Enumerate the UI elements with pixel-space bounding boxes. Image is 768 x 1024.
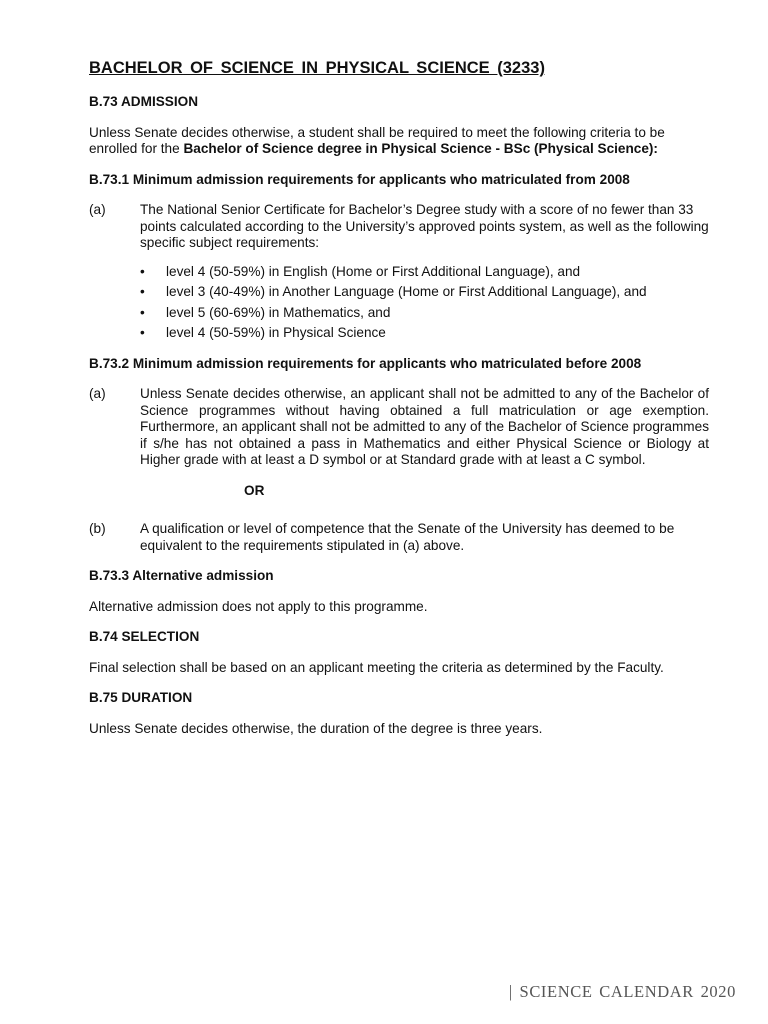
page-title: BACHELOR OF SCIENCE IN PHYSICAL SCIENCE (3233) xyxy=(89,59,545,77)
admission-intro xyxy=(89,125,709,158)
degree-name: Bachelor of Science degree in Physical Science - BSc (Physical Science): xyxy=(183,141,658,156)
list-item-text: level 4 (50-59%) in Physical Science xyxy=(166,325,386,340)
bullet-icon: • xyxy=(140,263,145,279)
section-heading-b731: B.73.1 Minimum admission requirements for applicants who matriculated from 2008 xyxy=(89,171,630,187)
or-separator: OR xyxy=(244,482,265,498)
selection-text: Final selection shall be based on an applicant meeting the criteria as determined by the Faculty. xyxy=(89,659,664,675)
item-text: Unless Senate decides otherwise, an applicant shall not be admitted to any of the Bachelor of Science programmes without having obtained a full matriculation or age exemption. Furthermore, an applicant shall not be admitted to any of the Bachelor of Science programmes if s/he has not obtained a pass in Mathematics and either Physical Science or Biology at Higher grade with at least a D symbol or at Standard grade with at least a C symbol. xyxy=(140,386,709,467)
page-footer: | SCIENCE CALENDAR 2020 xyxy=(508,982,736,1001)
item-label: (b) xyxy=(89,521,106,536)
list-item xyxy=(140,284,709,301)
b732-item-b xyxy=(89,521,709,554)
item-label: (a) xyxy=(89,386,106,401)
item-text: The National Senior Certificate for Bachelor’s Degree study with a score of no fewer than 33 points calculated according to the University’s approved points system, as well as the following specific subject requirements: xyxy=(140,202,709,250)
section-heading-b732: B.73.2 Minimum admission requirements for applicants who matriculated before 2008 xyxy=(89,355,642,371)
list-item xyxy=(140,305,709,322)
item-text: A qualification or level of competence that the Senate of the University has deemed to be equivalent to the requirements stipulated in (a) above. xyxy=(140,521,675,553)
section-heading-duration: B.75 DURATION xyxy=(89,690,193,705)
subject-requirements-list xyxy=(140,264,709,342)
section-heading-admission: B.73 ADMISSION xyxy=(89,94,199,109)
section-heading-selection: B.74 SELECTION xyxy=(89,629,200,644)
bullet-icon: • xyxy=(140,325,145,340)
b732-item-a xyxy=(89,386,709,469)
list-item-text: level 3 (40-49%) in Another Language (Home or First Additional Language), and xyxy=(166,284,647,299)
alternative-admission-text: Alternative admission does not apply to this programme. xyxy=(89,598,428,614)
duration-text: Unless Senate decides otherwise, the duration of the degree is three years. xyxy=(89,720,543,736)
item-label: (a) xyxy=(89,202,106,217)
list-item xyxy=(140,325,709,342)
admission-intro-text: Unless Senate decides otherwise, a student shall be required to meet the following criteria to be enrolled for the xyxy=(89,124,665,156)
list-item-text: level 4 (50-59%) in English (Home or First Additional Language), and xyxy=(166,263,581,279)
document-page xyxy=(89,58,709,751)
b731-item-a xyxy=(89,202,709,252)
bullet-icon: • xyxy=(140,304,145,320)
section-heading-b733: B.73.3 Alternative admission xyxy=(89,568,274,583)
list-item xyxy=(140,264,709,281)
list-item-text: level 5 (60-69%) in Mathematics, and xyxy=(166,304,391,320)
bullet-icon: • xyxy=(140,284,145,299)
